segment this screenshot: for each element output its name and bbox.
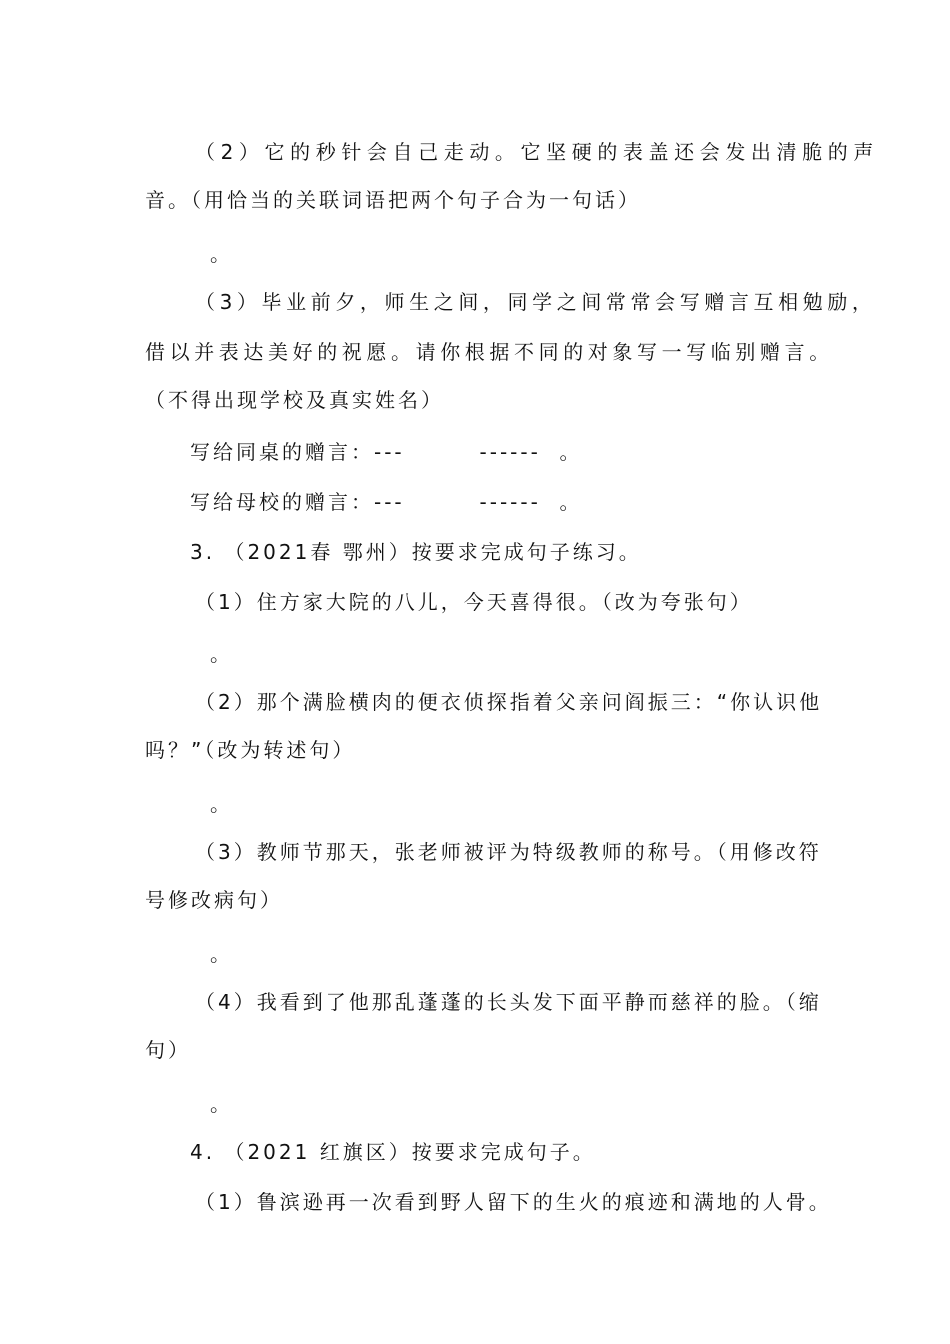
question-3-4-text-line-2: 句）: [145, 1038, 191, 1062]
answer-blank-end: 。: [210, 642, 233, 666]
answer-blank-end: 。: [210, 242, 233, 266]
question-2-3-text-line-1: （3）毕业前夕，师生之间，同学之间常常会写赠言互相勉励，: [195, 290, 877, 314]
question-2-2-text-line-2: 音。（用恰当的关联词语把两个句子合为一句话）: [145, 188, 641, 212]
answer-blank-end: 。: [210, 1092, 233, 1116]
question-4-1-text: （1）鲁滨逊再一次看到野人留下的生火的痕迹和满地的人骨。: [195, 1190, 832, 1214]
school-message-prompt: 写给母校的赠言：--- ------ 。: [190, 490, 583, 514]
question-3-2-text-line-2: 吗？”（改为转述句）: [145, 738, 356, 762]
answer-blank-end: 。: [210, 792, 233, 816]
question-3-1-text: （1）住方家大院的八儿，今天喜得很。（改为夸张句）: [195, 590, 753, 614]
question-3-4-text-line-1: （4）我看到了他那乱蓬蓬的长头发下面平静而慈祥的脸。（缩: [195, 990, 822, 1014]
question-3-3-text-line-1: （3）教师节那天，张老师被评为特级教师的称号。（用修改符: [195, 840, 822, 864]
question-4-heading: 4. （2021 红旗区）按要求完成句子。: [190, 1140, 596, 1164]
question-2-3-text-line-2: 借以并表达美好的祝愿。请你根据不同的对象写一写临别赠言。: [145, 340, 834, 364]
question-3-heading: 3. （2021春 鄂州）按要求完成句子练习。: [190, 540, 642, 564]
question-2-2-text-line-1: （2）它的秒针会自己走动。它坚硬的表盖还会发出清脆的声: [195, 140, 879, 164]
question-3-3-text-line-2: 号修改病句）: [145, 888, 283, 912]
question-3-2-text-line-1: （2）那个满脸横肉的便衣侦探指着父亲问阎振三：“你认识他: [195, 690, 823, 714]
answer-blank-end: 。: [210, 942, 233, 966]
question-2-3-text-line-3: （不得出现学校及真实姓名）: [145, 388, 444, 412]
deskmate-message-prompt: 写给同桌的赠言：--- ------ 。: [190, 440, 583, 464]
